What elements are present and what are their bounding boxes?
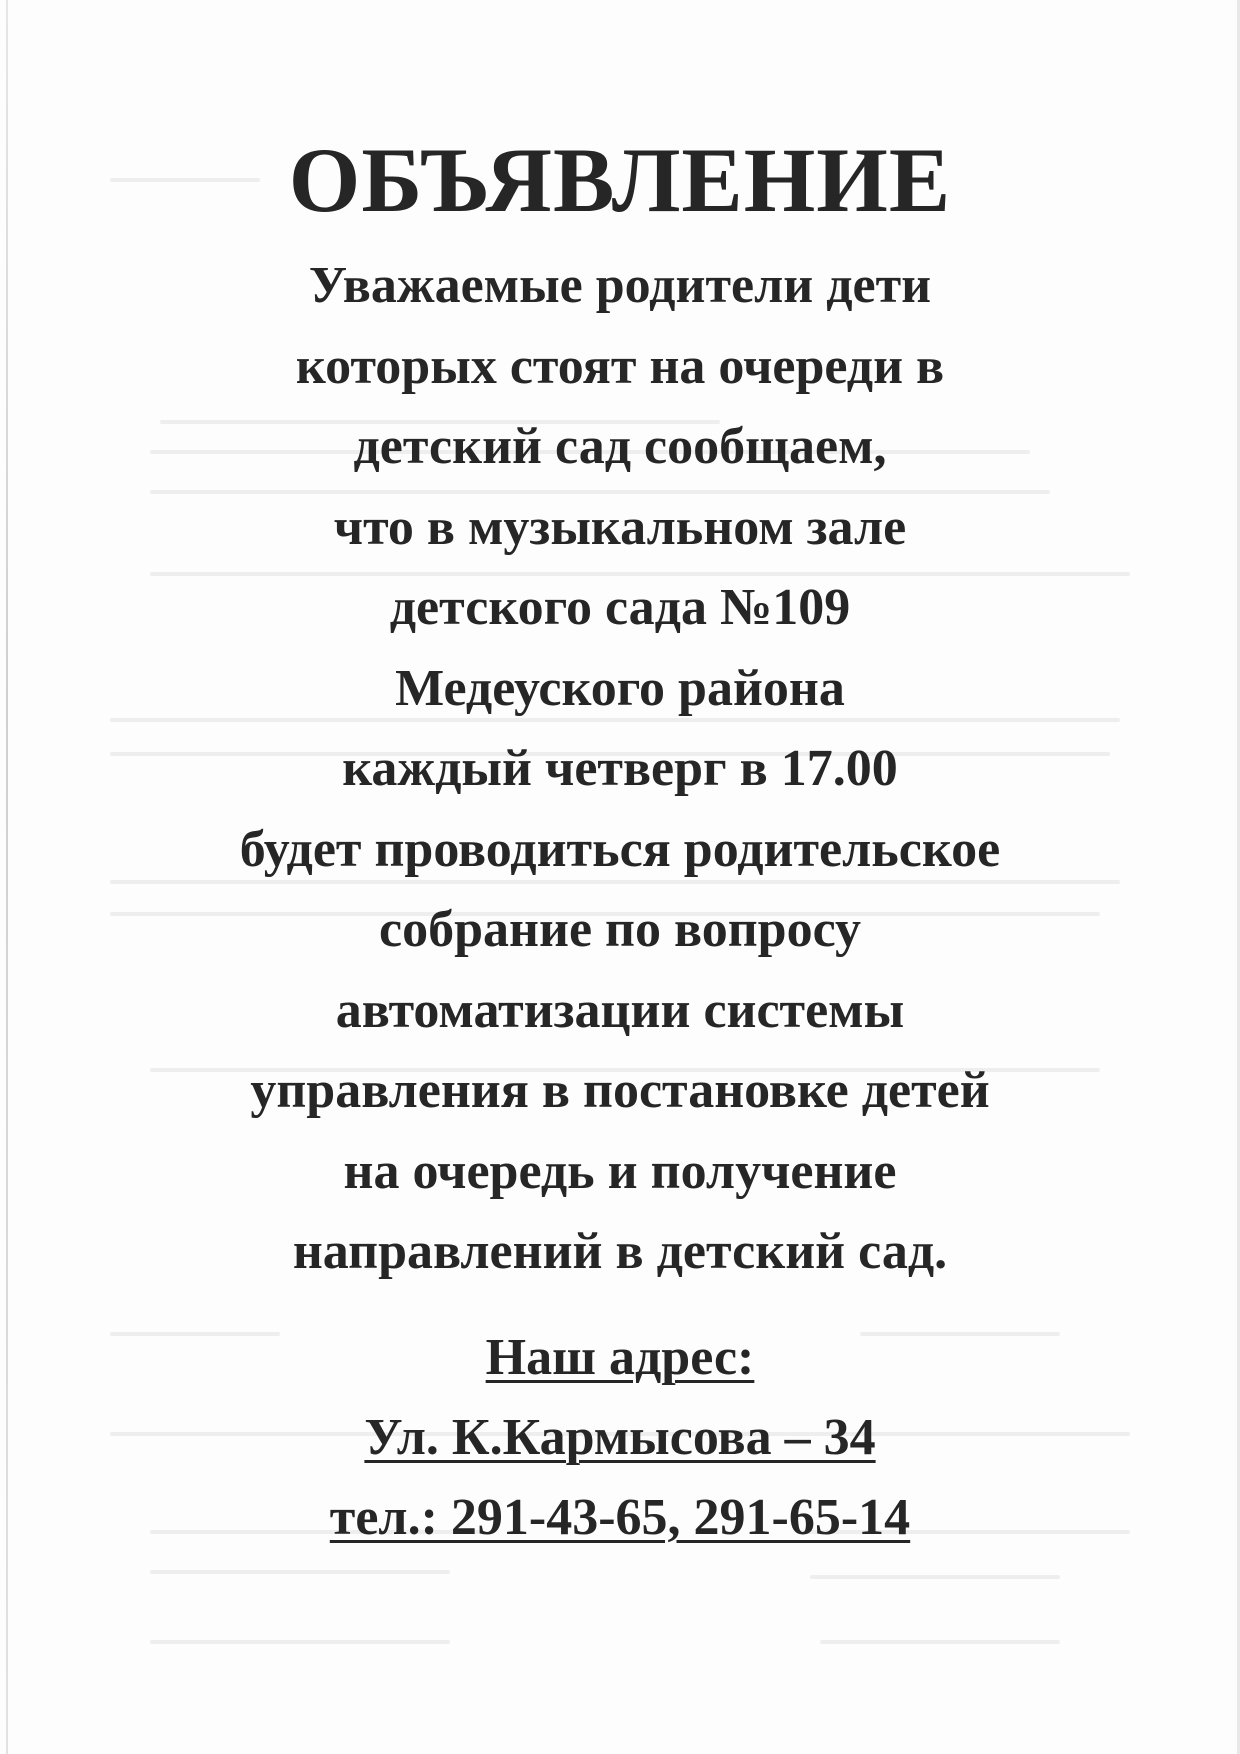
address-block xyxy=(120,1318,1120,1558)
show-through-mark xyxy=(150,1570,450,1574)
body-line: автоматизации системы xyxy=(335,981,905,1039)
body-line: управления в постановке детей xyxy=(250,1062,990,1119)
body-line: собрание по вопросу xyxy=(379,901,861,958)
show-through-mark xyxy=(820,1640,1060,1644)
body-line: которых стоят на очереди в xyxy=(295,337,945,395)
address-heading: Наш адрес: xyxy=(485,1329,755,1386)
body-line: каждый четверг в 17.00 xyxy=(342,740,898,797)
show-through-mark xyxy=(150,1640,450,1644)
address-street-line xyxy=(120,1398,1120,1478)
body-line: Уважаемые родители дети xyxy=(308,257,932,314)
body-line: что в музыкальном зале xyxy=(333,498,907,556)
address-heading-line xyxy=(120,1318,1120,1398)
show-through-mark xyxy=(810,1575,1060,1579)
body-line: на очередь и получение xyxy=(343,1142,897,1200)
body-line: будет проводиться родительское xyxy=(239,820,1001,878)
address-street: Ул. К.Кармысова – 34 xyxy=(364,1409,876,1466)
body-line: детский сад сообщаем, xyxy=(353,418,887,475)
announcement-body xyxy=(120,246,1120,1293)
body-line: направлений в детский сад. xyxy=(292,1223,948,1280)
address-phones: тел.: 291-43-65, 291-65-14 xyxy=(329,1489,911,1546)
address-phones-line xyxy=(120,1478,1120,1558)
scan-edge-left xyxy=(6,0,8,1754)
body-line: детского сада №109 xyxy=(389,579,851,636)
body-line: Медеуского района xyxy=(395,659,845,717)
announcement-title: ОБЪЯВЛЕНИЕ xyxy=(288,129,952,231)
